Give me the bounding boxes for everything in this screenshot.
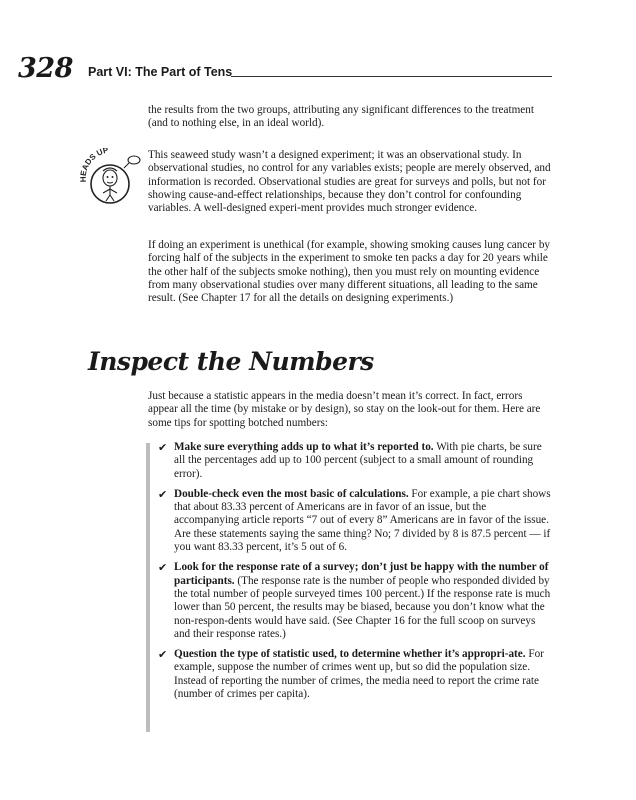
- tip-lead: Double-check even the most basic of calculations.: [174, 487, 409, 500]
- list-item: [158, 441, 552, 481]
- section-intro: Just because a statistic appears in the media doesn’t mean it’s correct. In fact, errors appear all the time (by mistake or by design), so stay on the look-out for them. Here are some tips for spotting botched numbers:: [148, 390, 541, 429]
- list-item: [158, 648, 552, 701]
- page-number: 328: [18, 53, 73, 84]
- checkmark-icon: ✔: [158, 487, 168, 501]
- paragraph-continuation: the results from the two groups, attributing any significant differences to the treatment (and to nothing else, in an ideal world).: [148, 104, 534, 130]
- checkmark-icon: ✔: [158, 561, 168, 575]
- tip-text: (The response rate is the number of people who responded divided by the total number of people surveyed times 100 percent.) If the response rate is much lower than 50 percent, the results may be biased, because you don’t know what the non-respon-dents would have said. (See Chapter 16 for the full scoop on surveys and their response rates.): [174, 574, 551, 640]
- tip-lead: Look for the response rate of a survey; don’t just be happy with the number of participants.: [174, 561, 549, 587]
- tip-text: For example, a pie chart shows that about 83.33 percent of Americans are in favor of an issue, but the accompanying article reports “7 out of every 8” Americans are in favor of the issue. Are these statements saying the same thing? No; 7 divided by 8 is 87.5 percent — if you want 83.33 percent, it’s 5 out of 6.: [174, 487, 551, 554]
- header-rule: [231, 76, 552, 77]
- list-item: [158, 561, 552, 641]
- tip-lead: Question the type of statistic used, to determine whether it’s appropri-ate.: [174, 648, 526, 661]
- tip-text: For example, suppose the number of crimes went up, but so did the population size. Instead of reporting the number of crimes, the media need to report the crime rate (number of crimes per capita).: [174, 648, 544, 701]
- checkmark-icon: ✔: [158, 441, 168, 454]
- list-item: [158, 488, 552, 554]
- tip-text: With pie charts, be sure all the percentages add up to 100 percent (subject to a small amount of rounding error).: [174, 441, 542, 480]
- tip-lead: Make sure everything adds up to what it’s reported to.: [174, 441, 434, 453]
- tips-list: [158, 441, 552, 708]
- heads-up-icon: [78, 148, 146, 206]
- checkmark-icon: ✔: [158, 648, 168, 662]
- running-header-title: Part VI: The Part of Tens: [88, 65, 233, 79]
- section-heading: Inspect the Numbers: [88, 347, 374, 376]
- paragraph-observational-study: This seaweed study wasn’t a designed experiment; it was an observational study. In observational studies, no control for any variables exists; people are merely observed, and information is recorded. Observational studies are great for surveys and polls, but not for showing cause-and-effect relationships, because they don’t control for confounding variables. A well-designed experi-ment provides much stronger evidence.: [148, 149, 551, 215]
- paragraph-unethical-experiment: If doing an experiment is unethical (for example, showing smoking causes lung cancer by forcing half of the subjects in the experiment to smoke ten packs a day for 20 years while the other half of the subjects smoke nothing), then you must rely on mounting evidence from many observational studies over many different situations, all leading to the same result. (See Chapter 17 for all the details on designing experiments.): [148, 239, 551, 305]
- tips-sidebar-bar: [146, 443, 150, 732]
- heads-up-label: HEADS UP: [78, 148, 110, 183]
